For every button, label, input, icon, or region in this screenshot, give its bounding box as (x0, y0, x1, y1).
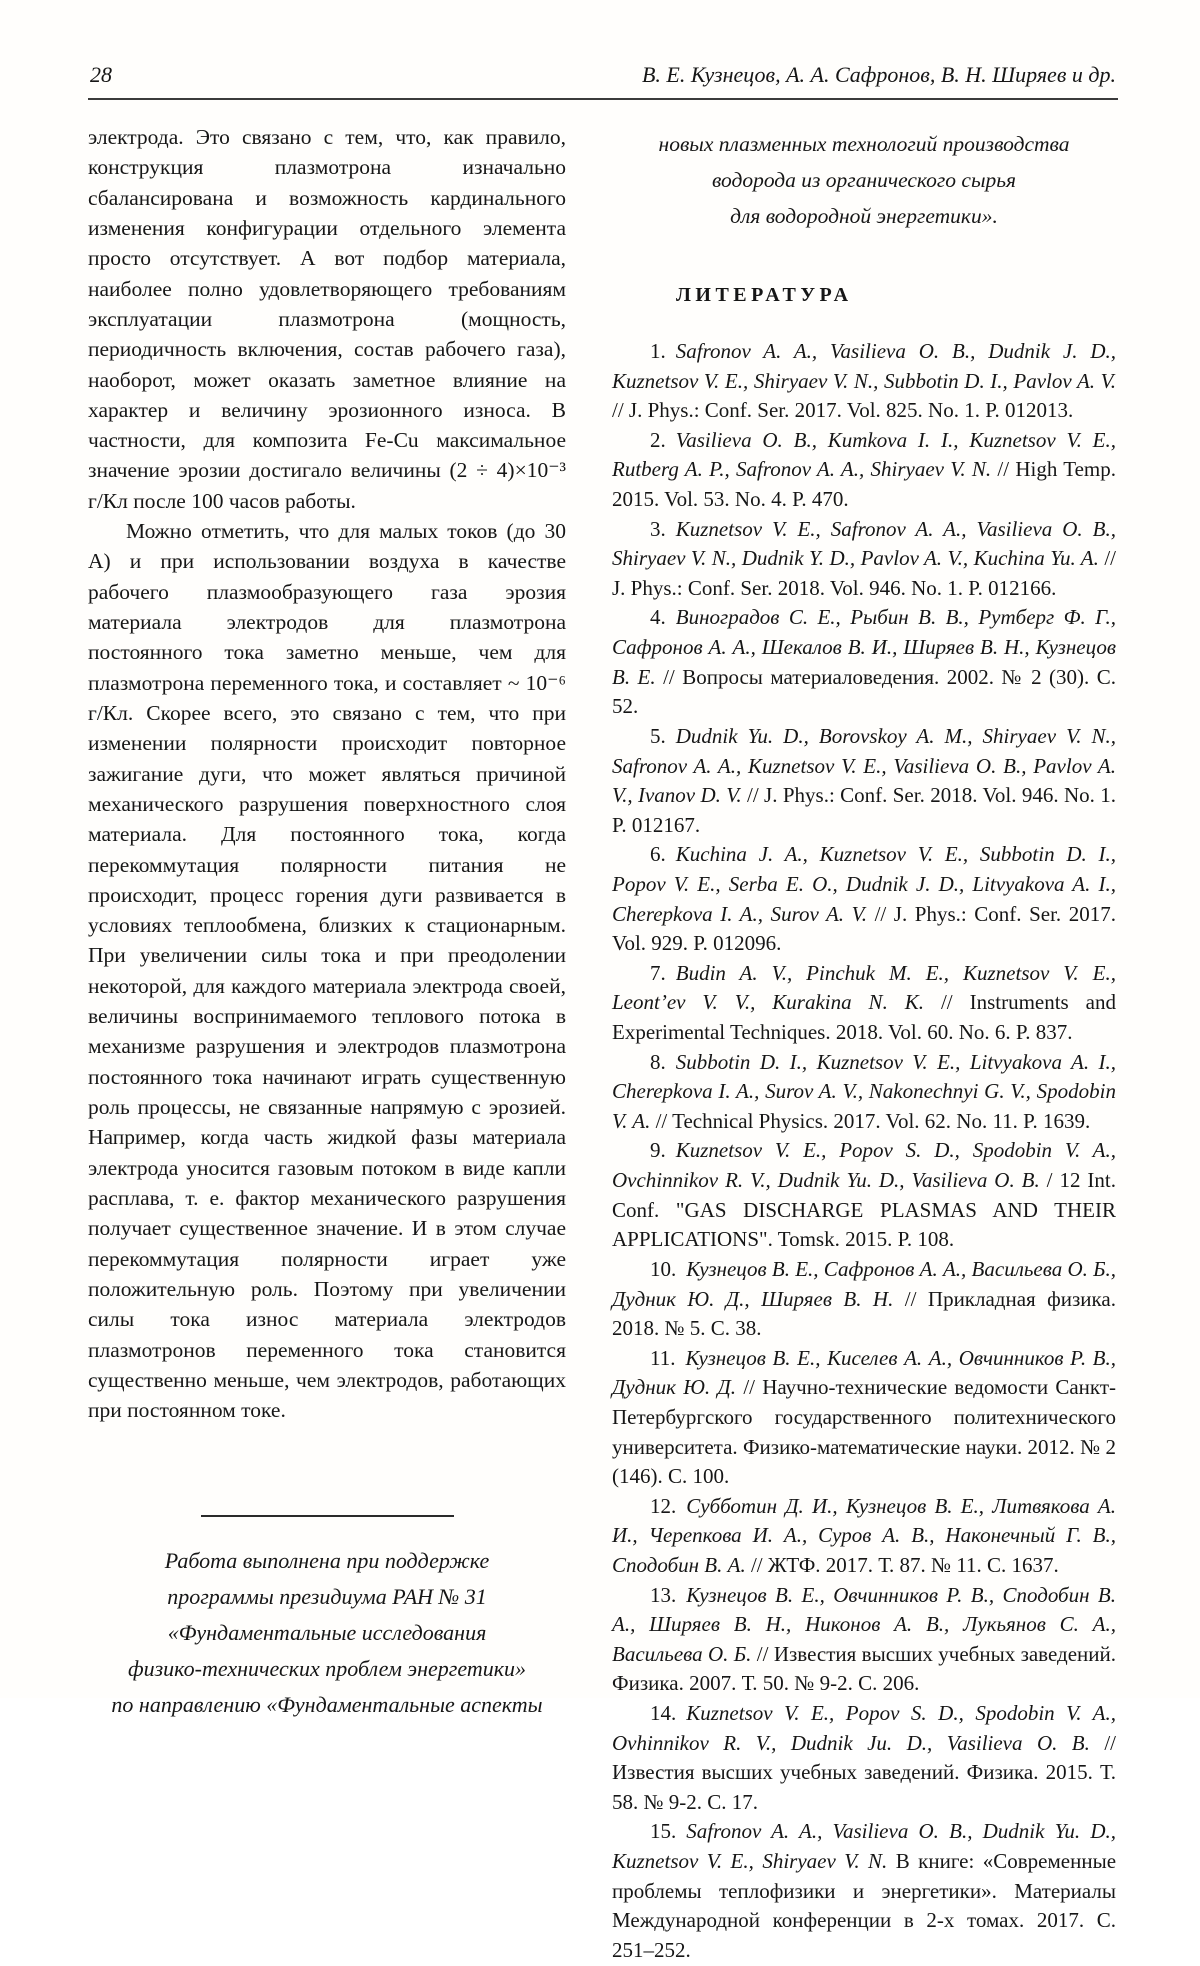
reference-item (612, 1581, 1116, 1699)
running-head-authors: В. Е. Кузнецов, А. А. Сафронов, В. Н. Ширяев и др. (641, 62, 1116, 87)
reference-item (612, 722, 1116, 840)
references-heading: ЛИТЕРАТУРА (676, 284, 853, 306)
reference-authors: Субботин Д. И., Кузнецов В. Е., Литвякова А. И., Черепкова И. А., Суров А. В., Наконечный Г. В., Сподобин В. А. (612, 1493, 1116, 1577)
reference-authors: Kuchina J. A., Kuznetsov V. E., Subbotin D. I., Popov V. E., Serba E. O., Dudnik J. D., Litvyakova A. I., Cherepkova I. A., Surov A. V. (612, 842, 1116, 926)
reference-source: // Instruments and Experimental Techniques. 2018. Vol. 60. No. 6. P. 837. (612, 990, 1116, 1045)
reference-source: // Вопросы материаловедения. 2002. № 2 (30). С. 52. (612, 664, 1117, 719)
reference-source: // J. Phys.: Conf. Ser. 2017. Vol. 825. No. 1. P. 012013. (612, 398, 1074, 423)
running-header (88, 62, 1118, 100)
reference-item (612, 840, 1116, 958)
reference-number: 4. (650, 605, 666, 630)
reference-authors: Kuznetsov V. E., Safronov A. A., Vasilieva O. B., Shiryaev V. N., Dudnik Y. D., Pavlov A. V., Kuchina Yu. A. (612, 516, 1116, 571)
right-column (612, 122, 1116, 1966)
reference-item (612, 1817, 1116, 1965)
reference-authors: Vasilieva O. B., Kumkova I. I., Kuznetsov V. E., Rutberg A. P., Safronov A. A., Shiryaev V. N. (612, 427, 1116, 482)
reference-source: // J. Phys.: Conf. Ser. 2018. Vol. 946. No. 1. P. 012166. (612, 546, 1117, 600)
reference-authors: Safronov A. A., Vasilieva O. B., Dudnik J. D., Kuznetsov V. E., Shiryaev V. N., Subbotin D. I., Pavlov A. V. (612, 339, 1116, 393)
reference-authors: Кузнецов В. Е., Сафронов А. А., Васильева О. Б., Дудник Ю. Д., Ширяев В. Н. (612, 1256, 1117, 1311)
reference-number: 6. (650, 842, 666, 867)
reference-item (612, 426, 1116, 515)
reference-authors: Kuznetsov V. E., Popov S. D., Spodobin V. A., Ovchinnikov R. V., Dudnik Yu. D., Vasilieva O. B. (612, 1138, 1116, 1193)
page-number: 28 (90, 62, 112, 87)
reference-item (612, 1255, 1116, 1344)
reference-authors: Safronov A. A., Vasilieva O. B., Dudnik Yu. D., Kuznetsov V. E., Shiryaev V. N. (612, 1819, 1116, 1874)
reference-number: 12. (650, 1493, 677, 1518)
acknowledgment-line: новых плазменных технологий производства (658, 132, 1070, 156)
reference-source: // Technical Physics. 2017. Vol. 62. No. 11. P. 1639. (655, 1108, 1091, 1133)
acknowledgment-block (88, 1515, 566, 1723)
reference-number: 13. (650, 1582, 677, 1607)
reference-number: 14. (650, 1701, 677, 1726)
reference-item (612, 1344, 1116, 1492)
reference-item (612, 337, 1116, 426)
reference-authors: Кузнецов В. Е., Киселев А. А., Овчинников Р. В., Дудник Ю. Д. (612, 1345, 1116, 1400)
reference-item (612, 603, 1116, 721)
acknowledgment-continuation (612, 126, 1116, 234)
reference-source: // Прикладная физика. 2018. № 5. С. 38. (612, 1286, 1116, 1341)
body-paragraph: Можно отметить, что для малых токов (до 30 А) и при использовании воздуха в качестве рабочего плазмообразующего газа эрозия материала электродов для плазмотрона постоянного тока заметно меньше, чем для плазмотрона переменного тока, и составляет ~ 10⁻⁶ г/Кл. Скорее всего, это связано с тем, что при изменении полярности происходит повторное зажигание дуги, что может являться причиной механического разрушения поверхностного слоя материала. Для постоянного тока, когда перекоммутация полярности питания не происходит, процесс горения дуги развивается в условиях теплообмена, близких к стационарным. При увеличении силы тока и при преодолении некоторой, для каждого материала электрода своей, величины воспринимаемого теплового потока в механизме разрушения и электродов плазмотрона постоянного тока начинают играть существенную роль процессы, не связанные напрямую с эрозией. Например, когда часть жидкой фазы материала электрода уносится газовым потоком в виде капли расплава, т. е. фактор механического разрушения получает существенное значение. И в этом случае перекоммутация полярности играет уже положительную роль. Поэтому при увеличении силы тока износ материала электродов плазмотронов переменного тока становится существенно меньше, чем электродов, работающих при постоянном токе. (88, 519, 566, 1423)
reference-source: // J. Phys.: Conf. Ser. 2018. Vol. 946. No. 1. P. 012167. (612, 783, 1116, 837)
reference-number: 11. (650, 1345, 676, 1370)
reference-number: 1. (650, 339, 666, 363)
reference-source: // Известия высших учебных заведений. Физика. 2015. Т. 58. № 9-2. С. 17. (612, 1730, 1117, 1814)
reference-source: // High Temp. 2015. Vol. 53. No. 4. P. 470. (612, 457, 1116, 512)
reference-item (612, 1492, 1116, 1581)
reference-authors: Dudnik Yu. D., Borovskoy A. M., Shiryaev V. N., Safronov A. A., Kuznetsov V. E., Vasilieva O. B., Pavlov A. V., Ivanov D. V. (612, 723, 1116, 808)
reference-source: // Научно-технические ведомости Санкт-Петербургского государственного политехнического университета. Физико-математические науки. 2012. № 2 (146). С. 100. (612, 1375, 1116, 1489)
reference-source: / 12 Int. Conf. "GAS DISCHARGE PLASMAS AND THEIR APPLICATIONS". Tomsk. 2015. P. 108. (612, 1168, 1116, 1252)
acknowledgment-line: водорода из органического сырья (711, 168, 1017, 192)
body-paragraph: электрода. Это связано с тем, что, как правило, конструкция плазмотрона изначально сбалансирована и возможность кардинального изменения конфигурации отдельного элемента просто отсутствует. А вот подбор материала, наиболее полно удовлетворяющего требованиям эксплуатации плазмотрона (мощность, периодичность включения, состав рабочего газа), наоборот, может оказать заметное влияние на характер и величину эрозионного износа. В частности, для композита Fe-Cu максимальное значение эрозии достигало величины (2 ÷ 4)×10⁻³ г/Кл после 100 часов работы. (88, 125, 566, 513)
reference-source: В книге: «Современные проблемы теплофизики и энергетики». Материалы Международной конференции в 2-х томах. 2017. С. 251–252. (612, 1849, 1117, 1962)
reference-authors: Subbotin D. I., Kuznetsov V. E., Litvyakova A. I., Cherepkova I. A., Surov A. V., Nakonechnyi G. V., Spodobin V. A. (612, 1049, 1116, 1133)
reference-number: 15. (650, 1819, 677, 1844)
reference-number: 7. (650, 960, 666, 985)
reference-source: // J. Phys.: Conf. Ser. 2017. Vol. 929. P. 012096. (612, 901, 1116, 956)
reference-number: 10. (650, 1256, 677, 1281)
two-column-body (88, 122, 1118, 1966)
acknowledgment-line: «Фундаментальные исследования (167, 1620, 487, 1646)
footnote-rule (201, 1515, 454, 1517)
reference-source: // Известия высших учебных заведений. Физика. 2007. Т. 50. № 9-2. С. 206. (612, 1641, 1116, 1696)
reference-number: 9. (650, 1138, 666, 1163)
reference-number: 8. (650, 1049, 666, 1074)
acknowledgment-line: программы президиума РАН № 31 (167, 1584, 487, 1610)
acknowledgment-line: для водородной энергетики». (730, 204, 998, 228)
acknowledgment-line: по направлению «Фундаментальные аспекты (111, 1692, 543, 1718)
reference-number: 5. (650, 723, 666, 748)
references-list (612, 337, 1116, 1966)
reference-authors: Kuznetsov V. E., Popov S. D., Spodobin V. A., Ovhinnikov R. V., Dudnik Ju. D., Vasilieva O. B. (612, 1701, 1116, 1755)
reference-item (612, 959, 1116, 1048)
reference-source: // ЖТФ. 2017. Т. 87. № 11. С. 1637. (750, 1552, 1059, 1577)
acknowledgment-line: Работа выполнена при поддержке (164, 1548, 490, 1574)
reference-item (612, 1699, 1116, 1817)
left-column (88, 122, 566, 1966)
acknowledgment-line: физико-технических проблем энергетики» (127, 1656, 527, 1682)
reference-number: 2. (650, 427, 666, 452)
reference-authors: Виноградов С. Е., Рыбин В. В., Рутберг Ф. Г., Сафронов А. А., Шекалов В. И., Ширяев В. Н., Кузнецов В. Е. (612, 605, 1116, 689)
reference-item (612, 515, 1116, 604)
reference-authors: Budin A. V., Pinchuk M. E., Kuznetsov V. E., Leont’ev V. V., Kurakina N. K. (612, 960, 1116, 1015)
reference-item (612, 1136, 1116, 1254)
reference-item (612, 1048, 1116, 1137)
reference-number: 3. (650, 516, 666, 541)
reference-authors: Кузнецов В. Е., Овчинников Р. В., Сподобин В. А., Ширяев В. Н., Никонов А. В., Лукьянов С. А., Васильева О. Б. (612, 1582, 1116, 1666)
